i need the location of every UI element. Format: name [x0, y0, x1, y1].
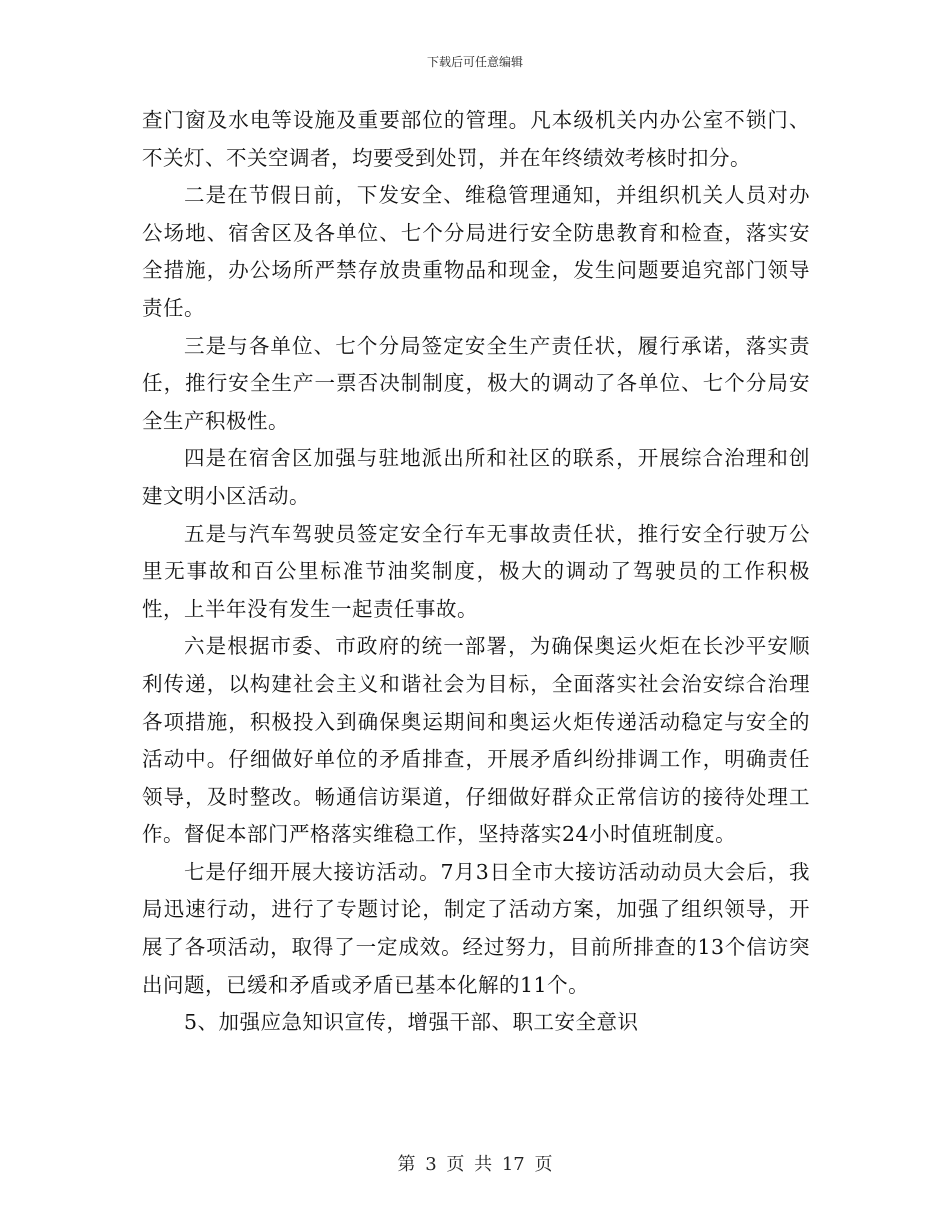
- page-number: 第 3 页 共 17 页: [397, 1154, 553, 1175]
- paragraph: 五是与汽车驾驶员签定安全行车无事故责任状，推行安全行驶万公里无事故和百公里标准节油奖制度，极大的调动了驾驶员的工作积极性，上半年没有发生一起责任事故。: [142, 521, 810, 621]
- paragraph: 六是根据市委、市政府的统一部署，为确保奥运火炬在长沙平安顺利传递，以构建社会主义和谐社会为目标，全面落实社会治安综合治理各项措施，积极投入到确保奥运期间和奥运火炬传递活动稳定与安全的活动中。仔细做好单位的矛盾排查，开展矛盾纠纷排调工作，明确责任领导，及时整改。畅通信访渠道，仔细做好群众正常信访的接待处理工作。督促本部门严格落实维稳工作，坚持落实24小时值班制度。: [142, 634, 810, 847]
- paragraph: 七是仔细开展大接访活动。7月3日全市大接访活动动员大会后，我局迅速行动，进行了专题讨论，制定了活动方案，加强了组织领导，开展了各项活动，取得了一定成效。经过努力，目前所排查的13个信访突出问题，已缓和矛盾或矛盾已基本化解的11个。: [142, 859, 810, 997]
- paragraph: 二是在节假日前，下发安全、维稳管理通知，并组织机关人员对办公场地、宿舍区及各单位、七个分局进行安全防患教育和检查，落实安全措施，办公场所严禁存放贵重物品和现金，发生问题要追究部门领导责任。: [142, 183, 810, 320]
- paragraph: 四是在宿舍区加强与驻地派出所和社区的联系，开展综合治理和创建文明小区活动。: [142, 446, 810, 508]
- section-heading: 5、加强应急知识宣传，增强干部、职工安全意识: [184, 1010, 639, 1035]
- page-header: 下载后可任意编辑: [426, 55, 523, 69]
- paragraph: 三是与各单位、七个分局签定安全生产责任状，履行承诺，落实责任，推行安全生产一票否决制制度，极大的调动了各单位、七个分局安全生产积极性。: [142, 333, 810, 433]
- paragraph: 查门窗及水电等设施及重要部位的管理。凡本级机关内办公室不锁门、不关灯、不关空调者，均要受到处罚，并在年终绩效考核时扣分。: [142, 108, 810, 170]
- document-body: [142, 102, 810, 1042]
